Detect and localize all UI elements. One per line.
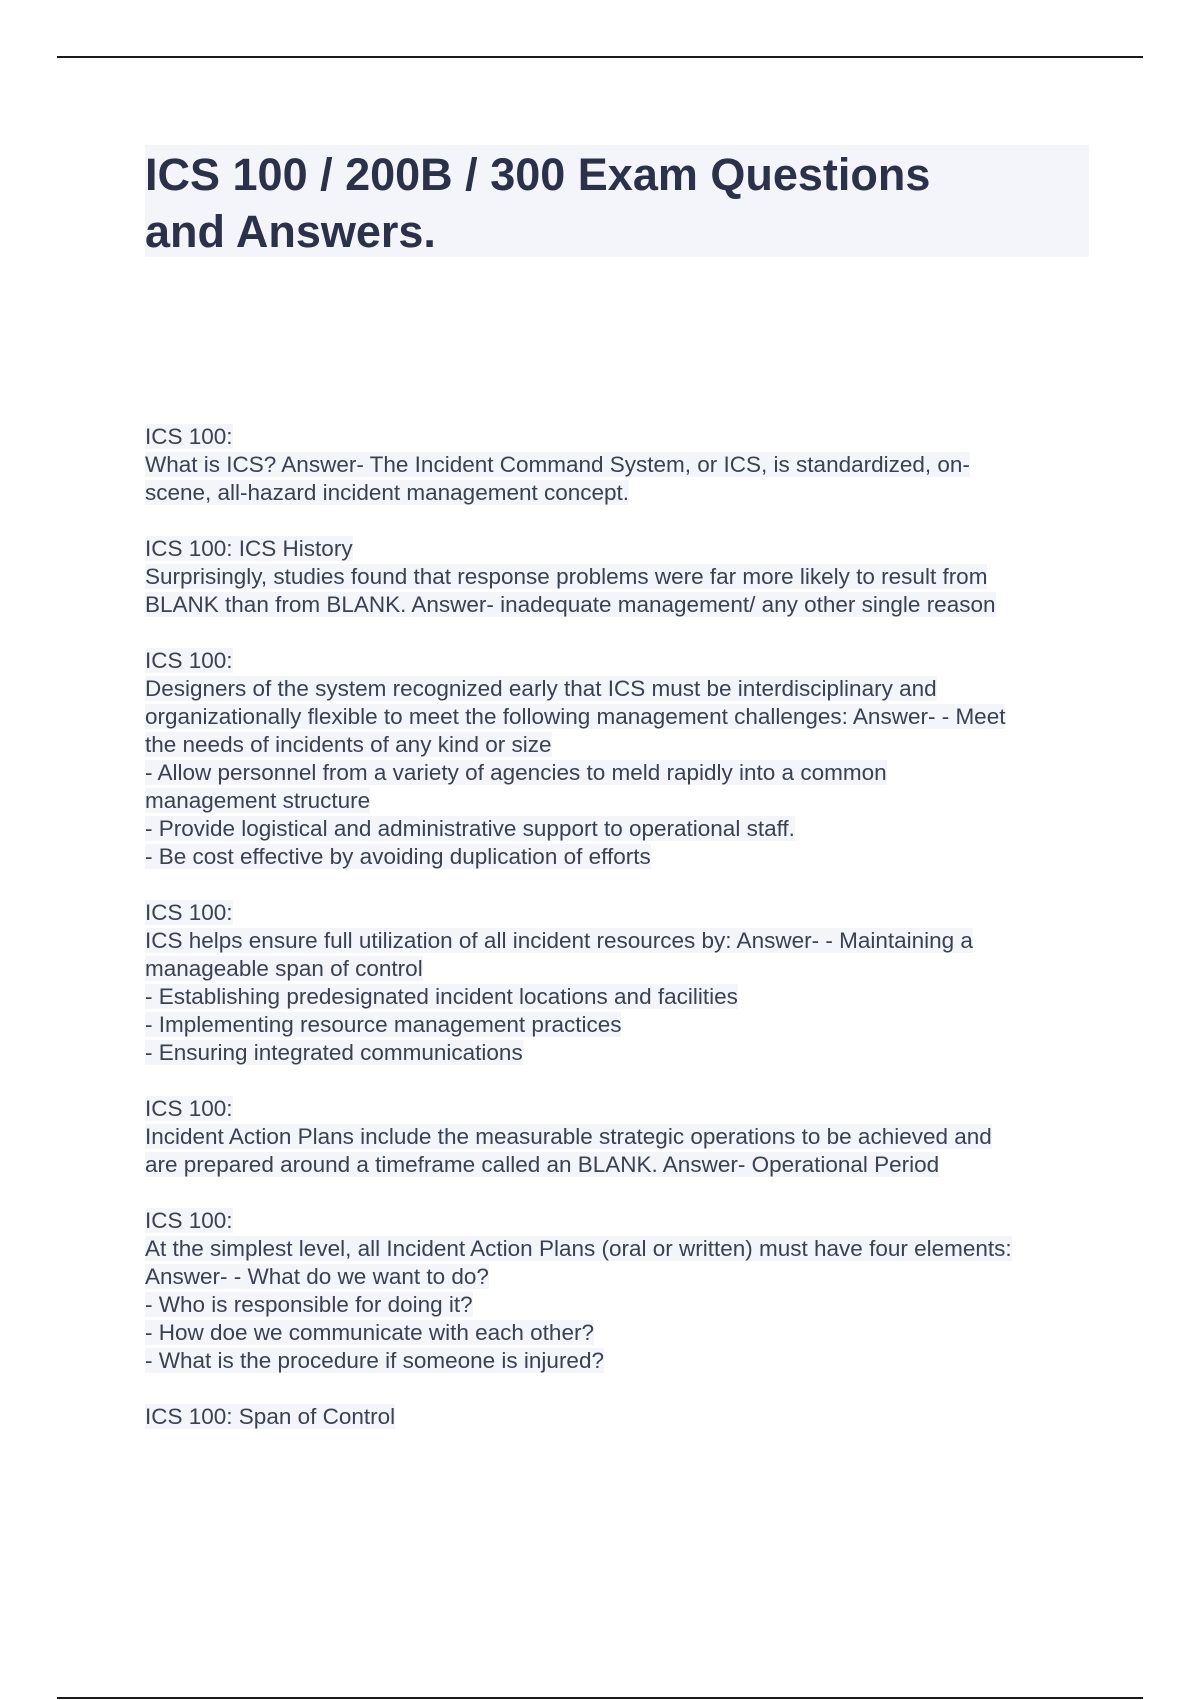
qa-block — [145, 1403, 1105, 1431]
qa-line: ICS 100: — [145, 1096, 233, 1121]
qa-block — [145, 535, 1105, 619]
qa-line: ICS 100: ICS History — [145, 536, 353, 561]
qa-block — [145, 423, 1105, 507]
title-line-2: and Answers. — [145, 206, 436, 257]
qa-list — [145, 423, 1105, 1459]
qa-line: - Ensuring integrated communications — [145, 1040, 523, 1065]
qa-line: manageable span of control — [145, 956, 423, 981]
qa-line: - Establishing predesignated incident locations and facilities — [145, 984, 738, 1009]
qa-block — [145, 647, 1105, 871]
qa-line: Surprisingly, studies found that response problems were far more likely to result from — [145, 564, 988, 589]
qa-line: ICS 100: — [145, 648, 233, 673]
qa-line: At the simplest level, all Incident Action Plans (oral or written) must have four elements: — [145, 1236, 1012, 1261]
qa-line: ICS helps ensure full utilization of all incident resources by: Answer- - Maintaining a — [145, 928, 973, 953]
qa-line: - Implementing resource management practices — [145, 1012, 622, 1037]
qa-line: What is ICS? Answer- The Incident Command System, or ICS, is standardized, on- — [145, 452, 970, 477]
qa-line: BLANK than from BLANK. Answer- inadequate management/ any other single reason — [145, 592, 996, 617]
qa-block — [145, 1207, 1105, 1375]
qa-line: the needs of incidents of any kind or size — [145, 732, 552, 757]
qa-line: Incident Action Plans include the measurable strategic operations to be achieved and — [145, 1124, 992, 1149]
qa-line: - What is the procedure if someone is injured? — [145, 1348, 604, 1373]
qa-block — [145, 899, 1105, 1067]
qa-line: ICS 100: Span of Control — [145, 1404, 396, 1429]
qa-block — [145, 1095, 1105, 1179]
qa-line: Answer- - What do we want to do? — [145, 1264, 489, 1289]
title-line-1: ICS 100 / 200B / 300 Exam Questions — [145, 149, 931, 200]
qa-line: organizationally flexible to meet the following management challenges: Answer- - Meet — [145, 704, 1006, 729]
bottom-rule — [57, 1697, 1143, 1699]
qa-line: ICS 100: — [145, 1208, 233, 1233]
qa-line: - Provide logistical and administrative support to operational staff. — [145, 816, 795, 841]
qa-line: - Who is responsible for doing it? — [145, 1292, 473, 1317]
qa-line: are prepared around a timeframe called an BLANK. Answer- Operational Period — [145, 1152, 940, 1177]
top-rule — [57, 56, 1143, 58]
qa-line: - Be cost effective by avoiding duplication of efforts — [145, 844, 651, 869]
qa-line: ICS 100: — [145, 900, 233, 925]
qa-line: scene, all-hazard incident management concept. — [145, 480, 630, 505]
document-title — [145, 146, 1089, 260]
qa-line: ICS 100: — [145, 424, 233, 449]
qa-line: management structure — [145, 788, 371, 813]
qa-line: - How doe we communicate with each other? — [145, 1320, 594, 1345]
qa-line: - Allow personnel from a variety of agencies to meld rapidly into a common — [145, 760, 887, 785]
qa-line: Designers of the system recognized early that ICS must be interdisciplinary and — [145, 676, 937, 701]
